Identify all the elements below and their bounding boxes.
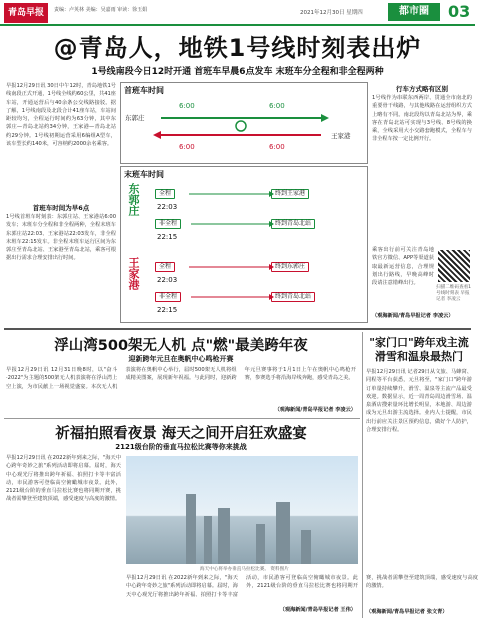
qr-code-image[interactable] [438,250,470,282]
last-train-arrows [121,167,369,324]
lead-subtitle-first: 首班车时间为早6点 [32,204,90,212]
time-full-east: 22:03 [157,203,178,211]
story3-headline: 祈福拍照看夜景 海天之间开启狂欢盛宴 [55,426,307,442]
skyline-photo [126,456,358,564]
story3-body: 早报12月29日讯 在2022新年到来之际，"海天中心跨年奇妙之旅"系列活动即将启幕。届时，海天中心观光厅将推出跨年祈福、拍照打卡等丰富活动，市民游客可登临高空俯瞰城市夜景。此外，2121级台阶的垂直马拉松比赛也将同期开赛，挑战者需攀登至建筑顶端，感受速度与高度的激情。 [6,455,121,503]
lead-col5: 乘客出行前可关注青岛地铁官方微信、APP等渠道获取最新运营信息，合理规划出行路线，早晚高峰时段请注意错峰出行。 [372,247,434,287]
tower-shape [218,508,230,564]
tower-shape [256,524,265,564]
story2-deck: 迎新跨年元旦在奥帆中心鸣枪开赛 [128,355,234,363]
story2-headline: 浮山湾500架无人机 点"燃"最美跨年夜 [54,338,308,354]
lead-subtitle-right: 行车方式略有区别 [396,85,448,93]
last-train-box [120,166,368,323]
lead-col1: 早报12月29日讯 30日中午12时，青岛地铁1号线南段正式开通，1号线全线约60公里，共41座车站，开通运营后与40余条公交线路接驳。据了解，1号线南段及北段合计41座车站，车站间距较均匀，全程运行时间约为63分钟，其中东郭庄—青岛北站约34分钟，王家港—青岛北站约29分钟。1号线初期运营采用6编组A型车，该车型长约140米，可容纳约2000余名乘客。 [6,83,116,148]
first-train-box [120,82,368,164]
pill-partial-east: 非全程 [155,219,181,229]
pill-full-west: 全程 [155,262,175,272]
pill-end-north-1: 终到青岛北站 [271,219,315,229]
last-east-station: 东郭庄 [127,183,140,216]
time-partial-east: 22:15 [157,233,178,241]
time-full-west: 22:03 [157,276,178,284]
pill-end-west: 终到王家港 [271,189,309,199]
photo-caption: 海天中心将举办垂直马拉松比赛。 资料图片 [200,567,289,572]
first-train-title: 首班车时间 [124,86,164,95]
page-number: 03 [448,2,471,21]
story2-body: 早报12月29日讯 12月31日晚8时，以"奋斗·2022"为主题的500架无人机表演将在浮山湾上空上演，为市民献上一场视觉盛宴。本次无人机表演将在奥帆中心举行，届时500架无人机将组成精美图案，展现新年祝福。与此同时，迎新跨年元旦赛事将于1月1日上午在奥帆中心鸣枪开赛，参赛选手将沿海岸线奔跑，感受青岛之美。 [6,367,356,390]
time-partial-west: 22:15 [157,306,178,314]
first-train-route-diagram [121,83,369,165]
editor-info: 责编：卢英林 美编：吴嘉雨 审读：徐玉娟 [54,7,148,13]
tower-shape [204,516,212,564]
first-time-3: 6:00 [179,143,195,151]
pill-full-east: 全程 [155,189,175,199]
pill-end-north-2: 终到青岛北站 [271,292,315,302]
lead-subhead: 1号线南段今日12时开通 首班车早晨6点发车 末班车分全程和非全程两种 [91,67,384,77]
story3-body2: 早报12月29日讯 在2022新年到来之际，"海天中心跨年奇妙之旅"系列活动即将启幕。届时，海天中心观光厅将推出跨年祈福、拍照打卡等丰富活动，市民游客可登临高空俯瞰城市夜景。此外，2121级台阶的垂直马拉松比赛也将同期开赛，挑战者需攀登至建筑顶端，感受速度与高度的激情。 [126,575,478,598]
masthead [0,0,475,26]
lead-reporter: （观海新闻/青岛早报记者 李凌云） [372,313,454,319]
lead-col2: 1号线首班车时刻表：东郭庄站、王家港站6:00发车；末班车分全程和非全程两种，全程末班车东郭庄站22:03、王家港站22:03发车，非全程末班车22:15发车。非全程末班车运行区间为东郭庄至青岛北站、王家港至青岛北站，乘客可根据出行需求合理安排出行时间。 [6,214,116,262]
story3-deck: 2121级台阶的垂直马拉松比赛等你来挑战 [115,443,247,451]
story2-reporter: （观海新闻/青岛早报记者 李凌云） [274,407,356,413]
story3-reporter: （观海新闻/青岛早报记者 王伟） [279,607,356,613]
station-west: 王家港 [331,132,351,140]
story4-headline: "家门口"跨年戏主流滑雪和温泉最热门 [369,336,469,363]
issue-date: 2021年12月30日 星期四 [300,10,363,16]
pill-partial-west: 非全程 [155,292,181,302]
first-time-4: 6:00 [269,143,285,151]
story4-reporter: （观海新闻/青岛早报记者 张文青） [366,609,448,615]
station-east: 东郭庄 [125,114,145,122]
divider-lead [4,328,471,330]
tower-shape [301,530,311,564]
newspaper-logo: 青岛早报 [4,3,48,23]
tower-shape [186,494,196,564]
section-label: 都市圈 [388,3,440,21]
divider-story2 [4,418,360,419]
last-west-station: 王家港 [127,257,140,290]
first-time-2: 6:00 [269,102,285,110]
story4-body: 早报12月29日讯 记者29日从文旅、马蜂窝、同程等平台获悉，元旦将至，"家门口"跨年游订单量持续攀升，滑雪、温泉等主流产品最受欢迎。数据显示，近一周青岛周边滑雪场、温泉酒店搜索量环比增长明显，本地游、周边游成为元旦出游主流选择。业内人士提醒，市民出行前应关注景区预约信息，做好个人防护，合理安排行程。 [366,369,472,434]
tower-shape [276,502,290,564]
last-train-title: 末班车时间 [124,170,164,179]
pill-end-east: 终到东郭庄 [271,262,309,272]
first-time-1: 6:00 [179,102,195,110]
qr-caption: 扫描二维码查看1号线时刻表 早报记者 李凌云 [436,285,472,302]
lead-col4: 1号线作为串联东西两岸、贯通全市南北的重要骨干线路，与其他线路在运营组织方式上略有不同。南北段均以青岛北站为界，乘客在青岛北站可实现与3号线、8号线的换乘，全线采用大小交路套跑模式，全程车与非全程车按一定比例开行。 [372,95,472,143]
column-divider [362,332,363,618]
lead-headline: @青岛人，地铁1号线时刻表出炉 [53,34,422,62]
